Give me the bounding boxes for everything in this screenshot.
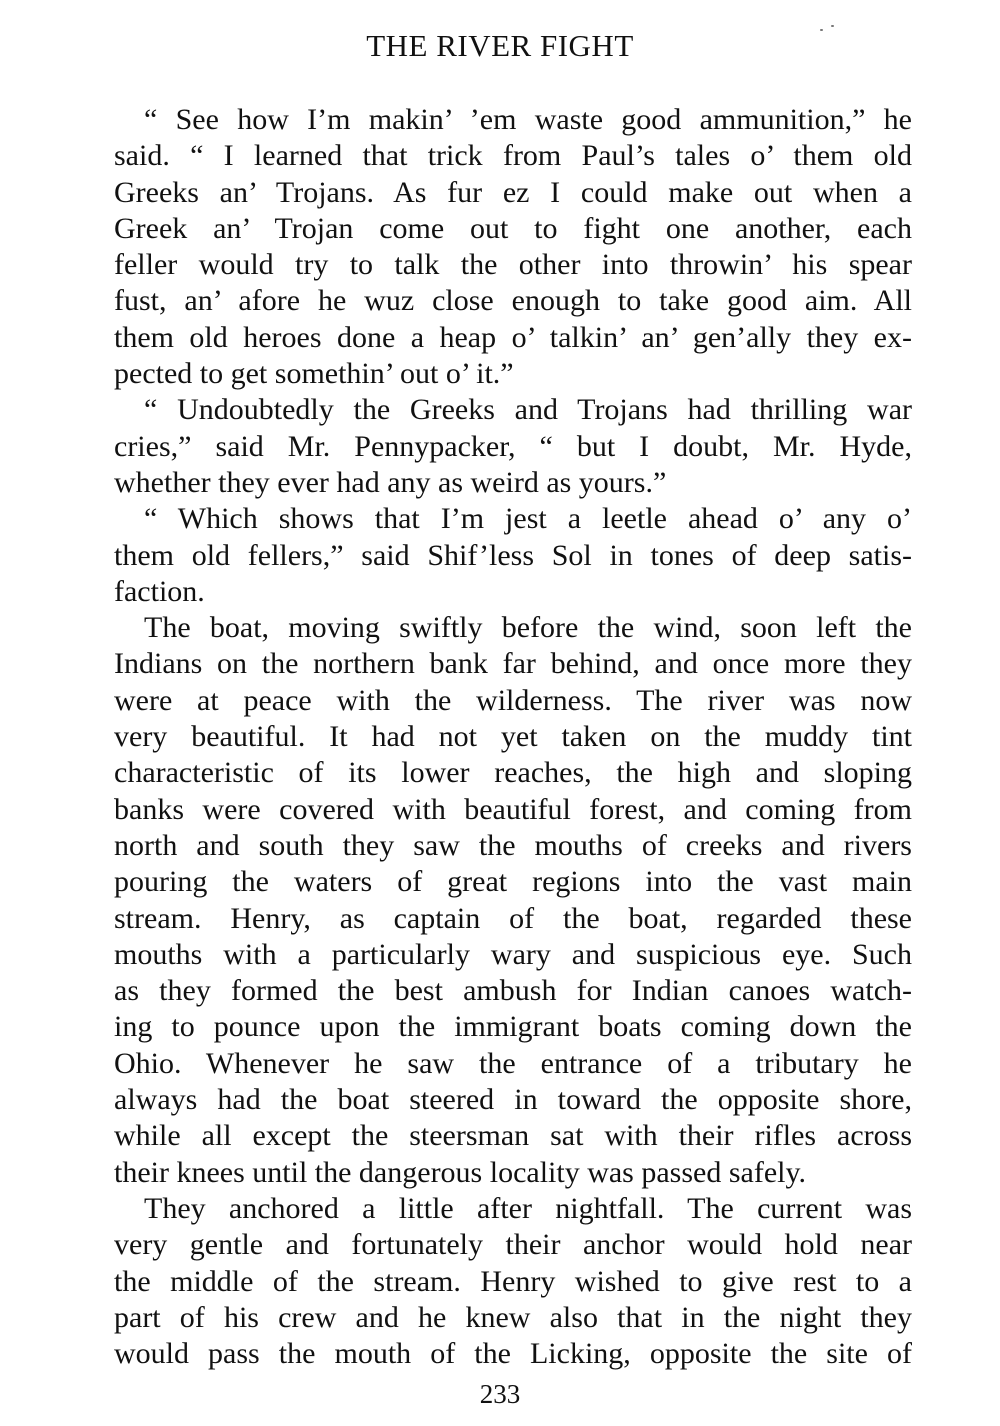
text-line: very gentle and fortunately their anchor would hold near: [114, 1228, 912, 1262]
body-text: [114, 102, 912, 1372]
running-head-title: THE RIVER FIGHT: [366, 28, 634, 63]
text-line: Indians on the northern bank far behind, and once more they: [114, 647, 912, 681]
text-line: were at peace with the wilderness. The river was now: [114, 683, 912, 717]
paragraph: [114, 610, 912, 1191]
text-line: whether they ever had any as weird as yours.”: [114, 465, 667, 499]
text-line: characteristic of its lower reaches, the high and sloping: [114, 756, 912, 790]
text-line: Greeks an’ Trojans. As fur ez I could make out when a: [114, 175, 912, 209]
paragraph: [114, 392, 912, 501]
text-line: them old fellers,” said Shif’less Sol in tones of deep satis-: [114, 538, 912, 572]
text-line: mouths with a particularly wary and suspicious eye. Such: [114, 937, 912, 971]
text-line: They anchored a little after nightfall. The current was: [144, 1191, 912, 1225]
text-line: banks were covered with beautiful forest, and coming from: [114, 792, 912, 826]
text-line: stream. Henry, as captain of the boat, regarded these: [114, 901, 912, 935]
text-line: as they formed the best ambush for Indian canoes watch-: [114, 974, 912, 1008]
text-line: Ohio. Whenever he saw the entrance of a tributary he: [114, 1046, 912, 1080]
text-line: said. “ I learned that trick from Paul’s tales o’ them old: [114, 139, 912, 173]
text-line: north and south they saw the mouths of creeks and rivers: [114, 828, 912, 862]
text-line: cries,” said Mr. Pennypacker, “ but I doubt, Mr. Hyde,: [114, 429, 912, 463]
page-number: 233: [479, 1379, 521, 1409]
text-line: “ See how I’m makin’ ’em waste good ammunition,” he: [144, 103, 912, 136]
text-line: The boat, moving swiftly before the wind, soon left the: [144, 611, 912, 645]
text-line: pected to get somethin’ out o’ it.”: [114, 357, 514, 391]
text-line: pouring the waters of great regions into the vast main: [114, 865, 912, 899]
text-line: always had the boat steered in toward the opposite shore,: [114, 1083, 912, 1117]
text-line: very beautiful. It had not yet taken on the muddy tint: [114, 720, 912, 754]
text-line: “ Undoubtedly the Greeks and Trojans had thrilling war: [144, 393, 912, 427]
text-line: part of his crew and he knew also that in the night they: [114, 1300, 912, 1334]
text-line: ing to pounce upon the immigrant boats coming down the: [114, 1010, 912, 1044]
text-line: their knees until the dangerous locality was passed safely.: [114, 1155, 807, 1189]
text-line: fust, an’ afore he wuz close enough to take good aim. All: [114, 284, 912, 318]
text-line: the middle of the stream. Henry wished to give rest to a: [114, 1264, 912, 1298]
paragraph: [114, 501, 912, 610]
text-line: Greek an’ Trojan come out to fight one another, each: [114, 211, 912, 245]
text-line: while all except the steersman sat with their rifles across: [114, 1119, 912, 1153]
text-line: would pass the mouth of the Licking, opposite the site of: [114, 1337, 912, 1371]
paragraph: [114, 102, 912, 392]
text-line: “ Which shows that I’m jest a leetle ahead o’ any o’: [144, 502, 912, 536]
paragraph: [114, 1191, 912, 1372]
text-line: them old heroes done a heap o’ talkin’ an’ gen’ally they ex-: [114, 320, 912, 354]
text-line: faction.: [114, 574, 205, 608]
text-line: feller would try to talk the other into throwin’ his spear: [114, 248, 912, 282]
